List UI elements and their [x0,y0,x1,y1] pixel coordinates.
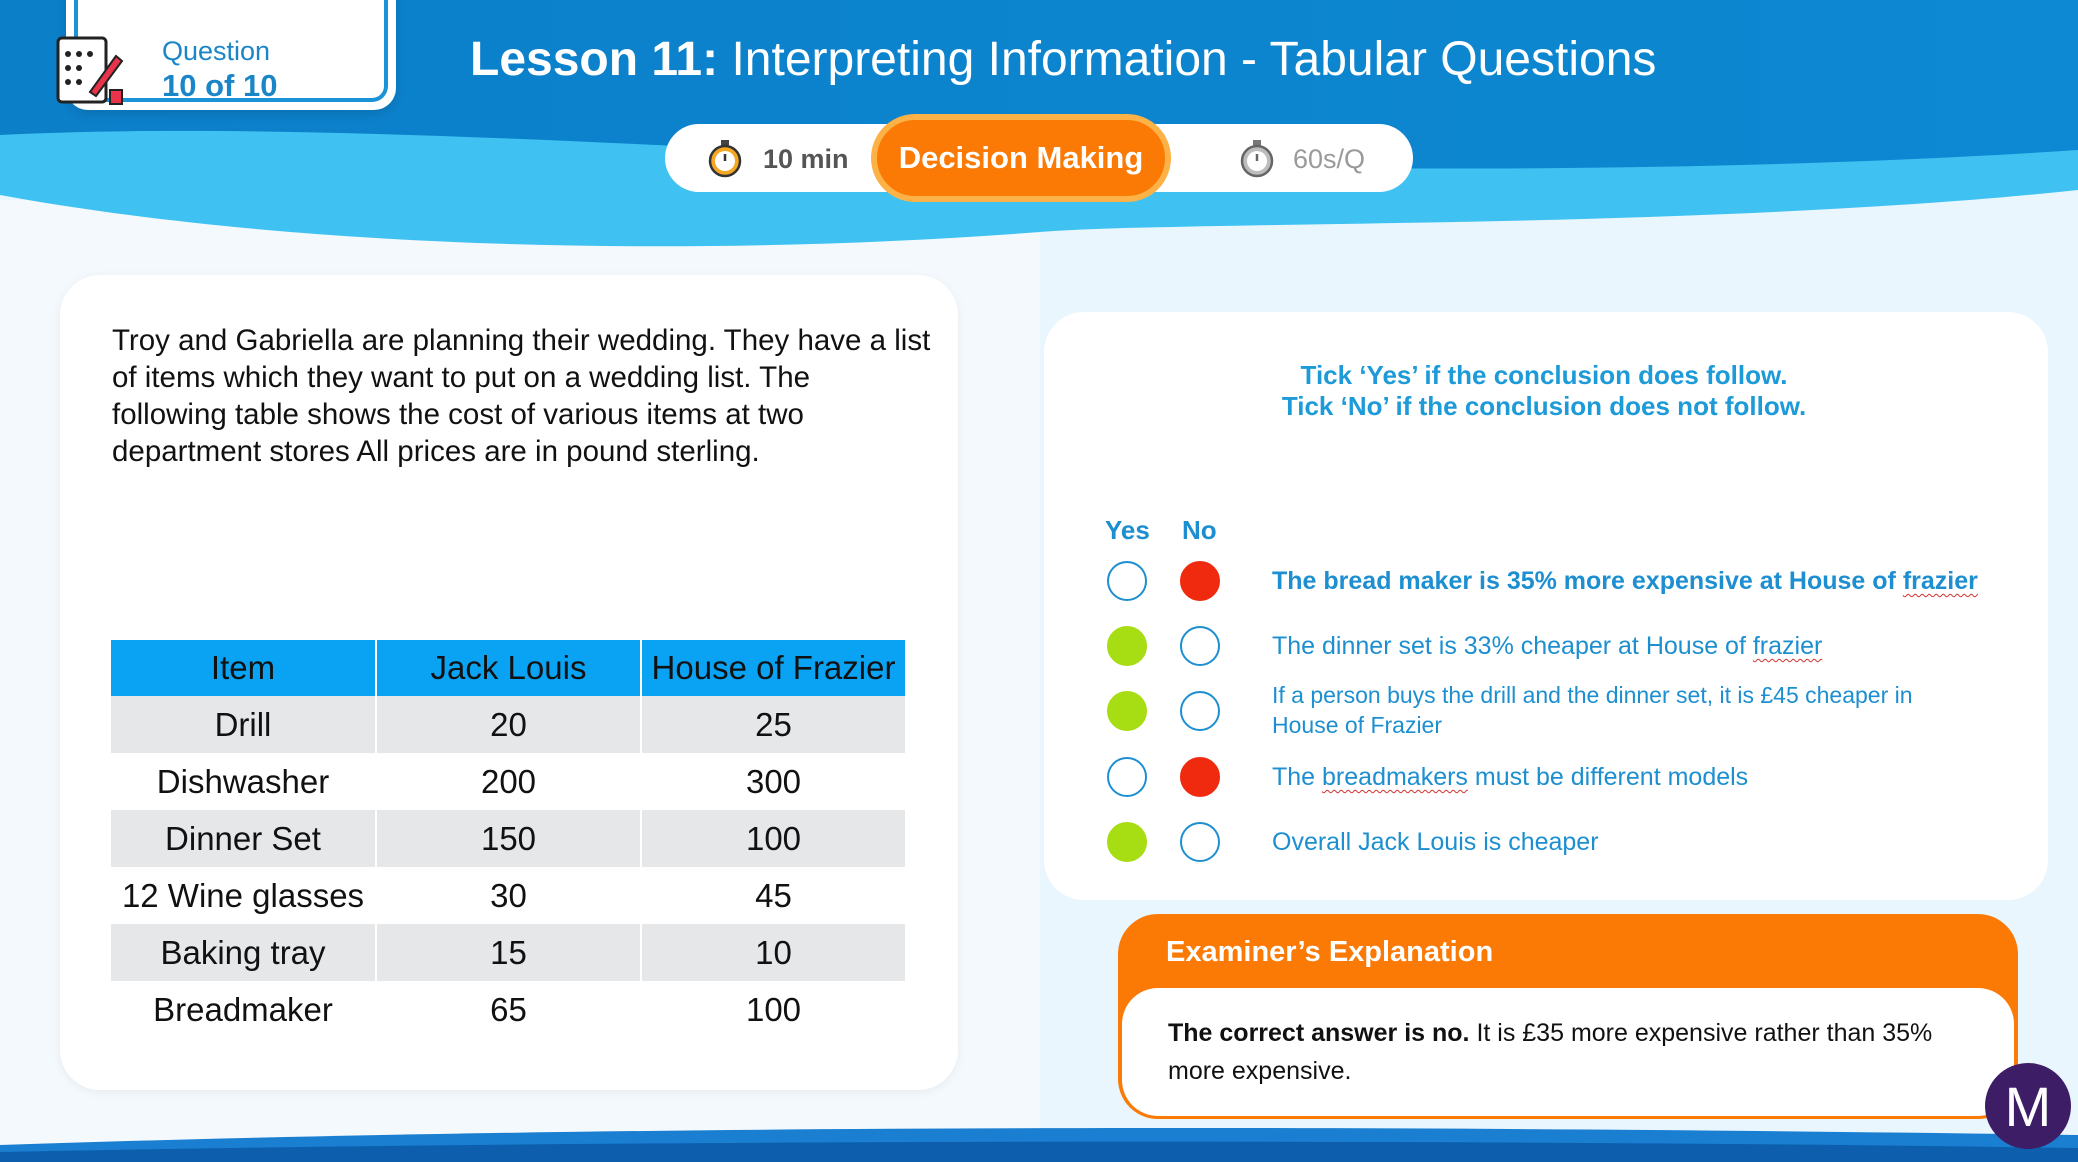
table-cell: 12 Wine glasses [111,867,376,924]
stopwatch-icon [705,138,745,178]
passage-text: Troy and Gabriella are planning their wedding. They have a list of items which they want to put on a wedding list. The following table shows the cost of various items at two department stores All prices are in pound sterling. [112,324,931,468]
table-header-jack-louis: Jack Louis [376,640,641,696]
stopwatch-grey-icon [1237,138,1277,178]
lesson-name: Interpreting Information - Tabular Questions [731,33,1657,86]
statement-2-no-radio[interactable] [1180,626,1220,666]
table-header-row [111,640,905,696]
table-row [111,810,905,867]
price-table [111,640,905,1038]
table-cell: 200 [376,753,641,810]
statement-1-text: The bread maker is 35% more expensive at House of frazier [1272,567,1978,595]
question-number: 10 of 10 [162,68,278,103]
instruction-yes: Tick ‘Yes’ if the conclusion does follow. [1300,360,1788,390]
question-label: Question [162,36,271,66]
checklist-icon [52,34,128,110]
no-column-header: No [1182,515,1217,545]
time-limit: 10 min [763,144,849,174]
yes-column-header: Yes [1105,515,1150,545]
section-badge: Decision Making [871,114,1171,202]
instructions [1044,360,2044,422]
brand-logo: M [1985,1063,2071,1149]
table-cell: 300 [641,753,905,810]
table-header-item: Item [111,640,376,696]
table-cell: 45 [641,867,905,924]
time-per-question: 60s/Q [1293,144,1366,174]
table-cell: 100 [641,810,905,867]
statement-5-text: Overall Jack Louis is cheaper [1272,828,1599,856]
statement-2-text: The dinner set is 33% cheaper at House of frazier [1272,632,1823,660]
statement-3-text: If a person buys the drill and the dinner set, it is £45 cheaper in House of Frazier [1272,682,1913,738]
table-cell: Dishwasher [111,753,376,810]
lesson-title [470,32,1656,87]
table-cell: 10 [641,924,905,981]
statement-4-no-radio[interactable] [1180,757,1220,797]
table-cell: 30 [376,867,641,924]
table-cell: 150 [376,810,641,867]
explanation-answer-lead: The correct answer is no. [1168,1019,1470,1047]
table-cell: Baking tray [111,924,376,981]
statement-1-no-radio[interactable] [1180,561,1220,601]
table-cell: 15 [376,924,641,981]
table-cell: Dinner Set [111,810,376,867]
explanation-answer-body: It is £35 more expensive rather than 35% more expensive. [1168,1019,1933,1085]
lesson-prefix: Lesson 11: [470,33,719,86]
test-info-pill [665,124,1413,192]
statement-1-yes-radio[interactable] [1107,561,1147,601]
statement-3-yes-radio[interactable] [1107,691,1147,731]
table-cell: 65 [376,981,641,1038]
table-header-house-of-frazier: House of Frazier [641,640,905,696]
table-cell: 100 [641,981,905,1038]
statement-5-yes-radio[interactable] [1107,822,1147,862]
table-cell: 25 [641,696,905,753]
table-cell: Drill [111,696,376,753]
statement-4-text: The breadmakers must be different models [1272,763,1749,791]
statement-4-yes-radio[interactable] [1107,757,1147,797]
explanation-text [1168,1014,1988,1090]
table-row [111,924,905,981]
table-row [111,981,905,1038]
table-row [111,696,905,753]
statement-2-yes-radio[interactable] [1107,626,1147,666]
table-row [111,753,905,810]
table-row [111,867,905,924]
instruction-no: Tick ‘No’ if the conclusion does not follow. [1281,391,1807,421]
table-cell: Breadmaker [111,981,376,1038]
statement-3-no-radio[interactable] [1180,691,1220,731]
table-cell: 20 [376,696,641,753]
explanation-title: Examiner’s Explanation [1166,936,1494,968]
statement-5-no-radio[interactable] [1180,822,1220,862]
